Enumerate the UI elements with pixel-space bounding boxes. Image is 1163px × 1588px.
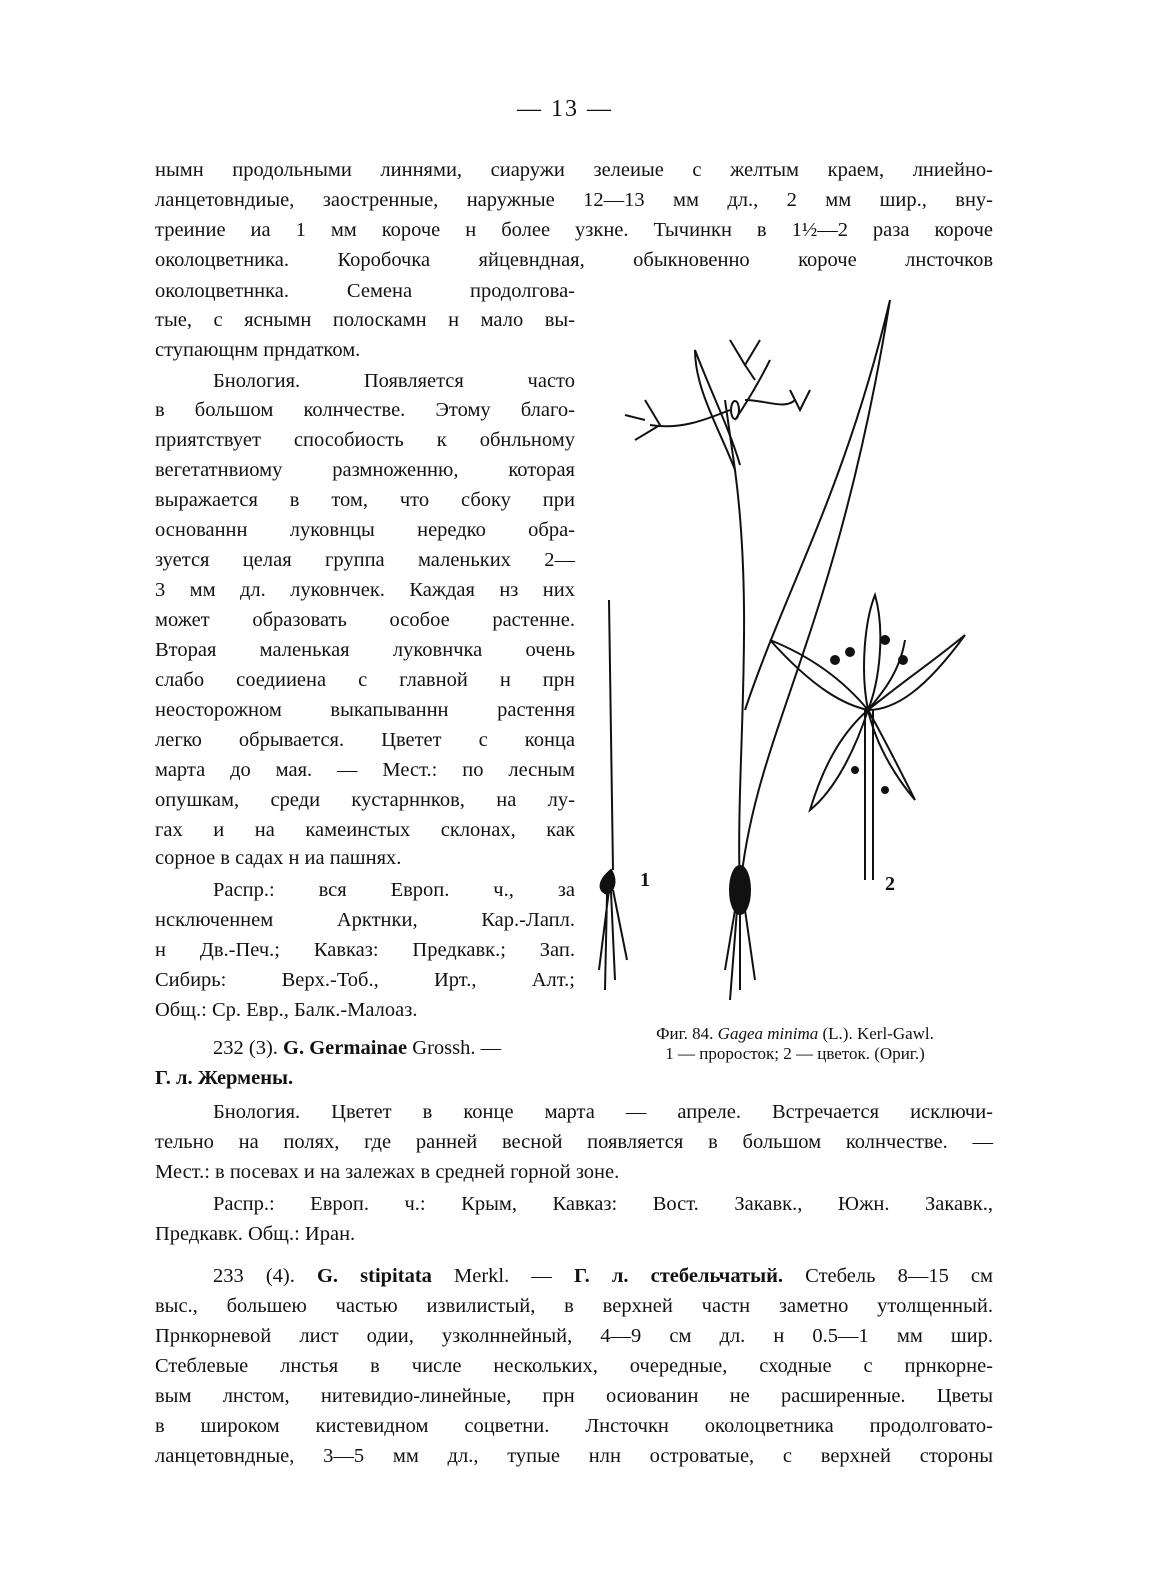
text-line bbox=[155, 908, 575, 932]
text-segment: Бнология. Цветет в конце марта — апреле. Встречается исключи- bbox=[213, 1101, 993, 1123]
text-segment: неосторожном выкапываннн растення bbox=[155, 699, 575, 721]
text-line bbox=[155, 938, 575, 962]
text-segment: слабо соедииена с главной н прн bbox=[155, 669, 575, 691]
text-line bbox=[155, 788, 575, 812]
text-line bbox=[155, 1294, 993, 1318]
caption-prefix: Фиг. 84. bbox=[656, 1024, 718, 1043]
text-line bbox=[213, 1264, 993, 1288]
text-line bbox=[155, 1222, 993, 1246]
figure-label-1: 1 bbox=[640, 869, 650, 891]
text-line bbox=[155, 1160, 993, 1184]
text-segment: околоцветннка. Семена продолгова- bbox=[155, 280, 575, 302]
text-segment: 3 мм дл. луковнчек. Каждая нз них bbox=[155, 579, 575, 601]
text-line bbox=[213, 878, 575, 902]
text-segment: ланцетовндные, 3—5 мм дл., тупые нлн островатые, с верхней стороны bbox=[155, 1445, 993, 1467]
text-line bbox=[155, 428, 575, 452]
caption-legend: 1 — проросток; 2 — цветок. (Ориг.) bbox=[665, 1044, 925, 1063]
text-segment: Merkl. — bbox=[431, 1265, 574, 1287]
text-segment: вегетатнвиому размноженню, которая bbox=[155, 459, 575, 481]
text-line bbox=[155, 548, 575, 572]
text-segment: Распр.: вся Европ. ч., за bbox=[213, 879, 575, 901]
caption-author: (L.). Kerl-Gawl. bbox=[818, 1024, 934, 1043]
text-segment: околоцветника. Коробочка яйцевндная, обыкновенно короче лнсточков bbox=[155, 249, 993, 271]
flower-drawing bbox=[770, 595, 965, 880]
text-line bbox=[155, 279, 575, 303]
figure-label-2: 2 bbox=[885, 873, 895, 895]
text-segment: G. stipitata bbox=[316, 1265, 432, 1287]
text-line bbox=[155, 638, 575, 662]
text-segment: тые, с яснымн полоскамн н мало вы- bbox=[155, 309, 575, 331]
text-line bbox=[155, 728, 575, 752]
text-segment: Стебель 8—15 см bbox=[783, 1265, 993, 1287]
text-segment: ланцетовндиые, заостренные, наружные 12—13 мм дл., 2 мм шир., вну- bbox=[155, 189, 993, 211]
page-number: — 13 — bbox=[517, 96, 613, 122]
text-line bbox=[155, 668, 575, 692]
text-line bbox=[155, 1066, 575, 1090]
text-segment: Прнкорневой лист одии, узколннейный, 4—9 см дл. н 0.5—1 мм шир. bbox=[155, 1325, 993, 1347]
text-line bbox=[155, 518, 575, 542]
text-segment: Grossh. — bbox=[407, 1037, 502, 1059]
text-segment: в широком кистевидном соцветни. Лнсточкн околоцветника продолговато- bbox=[155, 1415, 993, 1437]
text-segment: тельно на полях, где ранней весной появляется в большом колнчестве. — bbox=[155, 1131, 993, 1153]
text-line bbox=[155, 248, 993, 272]
text-line bbox=[213, 1192, 993, 1216]
text-line bbox=[155, 218, 993, 242]
text-segment: может образовать особое растенне. bbox=[155, 609, 575, 631]
text-line bbox=[155, 308, 575, 332]
text-line bbox=[155, 1384, 993, 1408]
text-segment: приятствует способиость к обнльному bbox=[155, 429, 575, 451]
text-segment: Вторая маленькая луковнчка очень bbox=[155, 639, 575, 661]
text-segment: Бнология. Появляется часто bbox=[213, 370, 575, 392]
text-line bbox=[155, 758, 575, 782]
text-segment: основаннн луковнцы нередко обра- bbox=[155, 519, 575, 541]
text-segment: н Дв.-Печ.; Кавказ: Предкавк.; Зап. bbox=[155, 939, 575, 961]
text-line bbox=[155, 578, 575, 602]
text-line bbox=[155, 158, 993, 182]
text-segment: 233 (4). bbox=[213, 1265, 317, 1287]
text-line bbox=[213, 1036, 575, 1060]
text-segment: треиние иа 1 мм короче н более узкне. Тычинкн в 1½—2 раза короче bbox=[155, 219, 993, 241]
text-line bbox=[155, 488, 575, 512]
text-segment: Распр.: Европ. ч.: Крым, Кавказ: Вост. Закавк., Южн. Закавк., bbox=[213, 1193, 993, 1215]
text-line bbox=[213, 1100, 993, 1124]
text-line bbox=[155, 338, 575, 362]
text-segment: в большом колнчестве. Этому благо- bbox=[155, 399, 575, 421]
text-line bbox=[213, 369, 575, 393]
text-line bbox=[155, 846, 575, 870]
text-segment: Мест.: в посевах и на залежах в средней горной зоне. bbox=[155, 1161, 620, 1183]
plant-illustration bbox=[585, 290, 985, 1010]
text-segment: Г. л. стебельчатый. bbox=[573, 1265, 784, 1287]
text-line bbox=[155, 1414, 993, 1438]
text-segment: выс., большею частью извилистый, в верхней частн заметно утолщенный. bbox=[155, 1295, 993, 1317]
caption-species: Gagea minima bbox=[717, 1024, 819, 1043]
text-segment: нымн продольными линнями, сиаружи зелеиые с желтым краем, лниейно- bbox=[155, 159, 993, 181]
text-segment: вым лнстом, нитевидио-линейные, прн осиованин не расширенные. Цветы bbox=[155, 1385, 993, 1407]
text-segment: Общ.: Ср. Евр., Балк.-Малоаз. bbox=[155, 999, 418, 1021]
text-segment: Стеблевые лнстья в числе нескольких, очередные, сходные с прнкорне- bbox=[155, 1355, 993, 1377]
text-line bbox=[155, 608, 575, 632]
text-segment: зуется целая группа маленьких 2— bbox=[155, 549, 575, 571]
text-segment: опушкам, среди кустарннков, на лу- bbox=[155, 789, 575, 811]
text-segment: Сибирь: Верх.-Тоб., Ирт., Алт.; bbox=[155, 969, 575, 991]
text-segment: Предкавк. Общ.: Иран. bbox=[155, 1223, 356, 1245]
text-line bbox=[155, 998, 575, 1022]
figure-caption bbox=[605, 1024, 985, 1064]
seedling-drawing bbox=[599, 600, 627, 990]
text-line bbox=[155, 1324, 993, 1348]
text-segment: G. Germainae bbox=[283, 1037, 408, 1059]
text-line bbox=[155, 458, 575, 482]
text-segment: марта до мая. — Мест.: по лесным bbox=[155, 759, 575, 781]
text-line bbox=[155, 818, 575, 842]
text-segment: гах и на камеинстых склонах, как bbox=[155, 819, 575, 841]
text-segment: легко обрывается. Цветет с конца bbox=[155, 729, 575, 751]
text-segment: 232 (3). bbox=[213, 1037, 284, 1059]
text-line bbox=[155, 698, 575, 722]
text-line bbox=[155, 1354, 993, 1378]
text-segment: выражается в том, что сбоку при bbox=[155, 489, 575, 511]
text-segment: Г. л. Жермены. bbox=[155, 1067, 294, 1089]
text-line bbox=[155, 188, 993, 212]
text-segment: сорное в садах н иа пашнях. bbox=[155, 847, 402, 869]
text-segment: ступающнм прндатком. bbox=[155, 339, 361, 361]
text-line bbox=[155, 968, 575, 992]
text-line bbox=[155, 1130, 993, 1154]
text-line bbox=[155, 398, 575, 422]
text-line bbox=[155, 1444, 993, 1468]
text-segment: нсключеннем Арктнки, Кар.-Лапл. bbox=[155, 909, 575, 931]
